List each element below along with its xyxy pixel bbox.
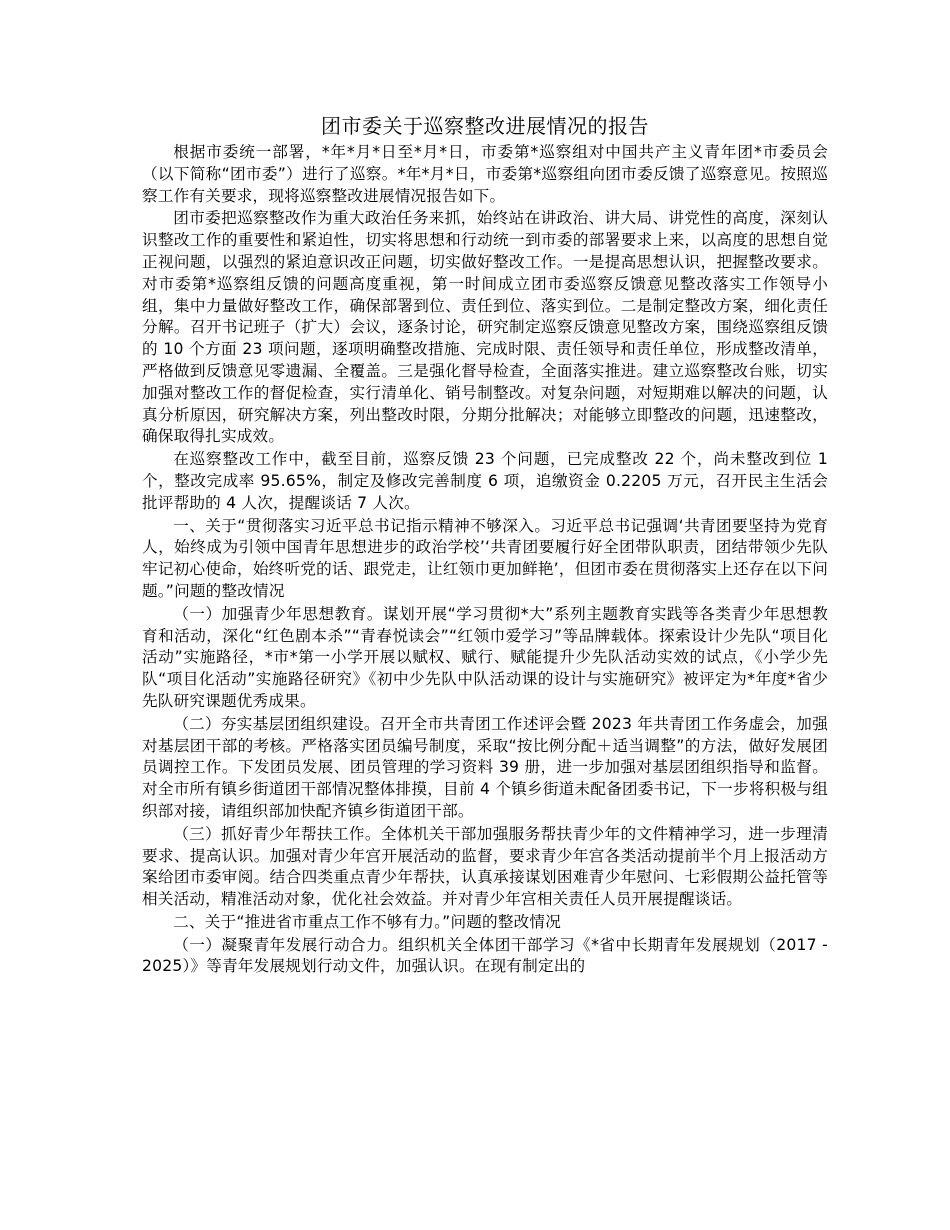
- paragraph-intro: 根据市委统一部署，*年*月*日至*月*日，市委第*巡察组对中国共产主义青年团*市委员会（以下简称“团市委”）进行了巡察。*年*月*日，市委第*巡察组向团市委反馈了巡察意见。按照巡察工作有关要求，现将巡察整改进展情况报告如下。: [142, 143, 828, 205]
- paragraph-section-1-item-3: （三）抓好青少年帮扶工作。全体机关干部加强服务帮扶青少年的文件精神学习，进一步理清要求、提高认识。加强对青少年宫开展活动的监督，要求青少年宫各类活动提前半个月上报活动方案给团市委审阅。结合四类重点青少年帮扶，认真承接谋划困难青少年慰问、七彩假期公益托管等相关活动，精准活动对象，优化社会效益。并对青少年宫相关责任人员开展提醒谈话。: [142, 824, 828, 909]
- paragraph-section-1-item-1: （一）加强青少年思想教育。谋划开展“学习贯彻*大”系列主题教育实践等各类青少年思想教育和活动，深化“红色剧本杀”“青春悦读会”“红领巾爱学习”等品牌载体。探索设计少先队“项目化活动”实施路径，*市*第一小学开展以赋权、赋行、赋能提升少先队活动实效的试点，《小学少先队“项目化活动”实施路径研究》《初中少先队中队活动课的设计与实施研究》被评定为*年度*省少先队研究课题优秀成果。: [142, 604, 828, 710]
- paragraph-section-2-heading: 二、关于“推进省市重点工作不够有力。”问题的整改情况: [173, 912, 561, 931]
- paragraph-progress: 在巡察整改工作中，截至目前，巡察反馈 23 个问题，已完成整改 22 个，尚未整改到位 1 个，整改完成率 95.65%，制定及修改完善制度 6 项，追缴资金 0.2205 万元，召开民主生活会批评帮助的 4 人次，提醒谈话 7 人次。: [142, 450, 828, 512]
- paragraph-section-2-item-1: （一）凝聚青年发展行动合力。组织机关全体团干部学习《*省中长期青年发展规划（2017 - 2025）》等青年发展规划行动文件，加强认识。在现有制定出的: [142, 935, 828, 976]
- document-page: [142, 112, 828, 979]
- document-title: 团市委关于巡察整改进展情况的报告: [321, 114, 649, 138]
- paragraph-overview: 团市委把巡察整改作为重大政治任务来抓，始终站在讲政治、讲大局、讲党性的高度，深刻认识整改工作的重要性和紧迫性，切实将思想和行动统一到市委的部署要求上来，以高度的思想自觉正视问题，以强烈的紧迫意识改正问题，切实做好整改工作。一是提高思想认识，把握整改要求。对市委第*巡察组反馈的问题高度重视，第一时间成立团市委巡察反馈意见整改落实工作领导小组，集中力量做好整改工作，确保部署到位、责任到位、落实到位。二是制定整改方案，细化责任分解。召开书记班子（扩大）会议，逐条讨论，研究制定巡察反馈意见整改方案，围绕巡察组反馈的 10 个方面 23 项问题，逐项明确整改措施、完成时限、责任领导和责任单位，形成整改清单，严格做到反馈意见零遗漏、全覆盖。三是强化督导检查，全面落实推进。建立巡察整改台账，切实加强对整改工作的督促检查，实行清单化、销号制整改。对复杂问题，对短期难以解决的问题，认真分析原因，研究解决方案，列出整改时限，分期分批解决；对能够立即整改的问题，迅速整改，确保取得扎实成效。: [142, 209, 828, 446]
- paragraph-section-1-heading: 一、关于“贯彻落实习近平总书记指示精神不够深入。习近平总书记强调‘共青团要坚持为党育人，始终成为引领中国青年思想进步的政治学校’‘共青团要履行好全团带队职责，团结带领少先队牢记初心使命，始终听党的话、跟党走，让红领巾更加鲜艳’，但团市委在贯彻落实上还存在以下问题。”问题的整改情况: [142, 516, 828, 600]
- paragraph-section-1-item-2: （二）夯实基层团组织建设。召开全市共青团工作述评会暨 2023 年共青团工作务虚会，加强对基层团干部的考核。严格落实团员编号制度，采取“按比例分配＋适当调整”的方法，做好发展团员调控工作。下发团员发展、团员管理的学习资料 39 册，进一步加强对基层团组织指导和监督。对全市所有镇乡街道团干部情况整体排摸，目前 4 个镇乡街道未配备团委书记，下一步将积极与组织部对接，请组织部加快配齐镇乡街道团干部。: [142, 714, 828, 820]
